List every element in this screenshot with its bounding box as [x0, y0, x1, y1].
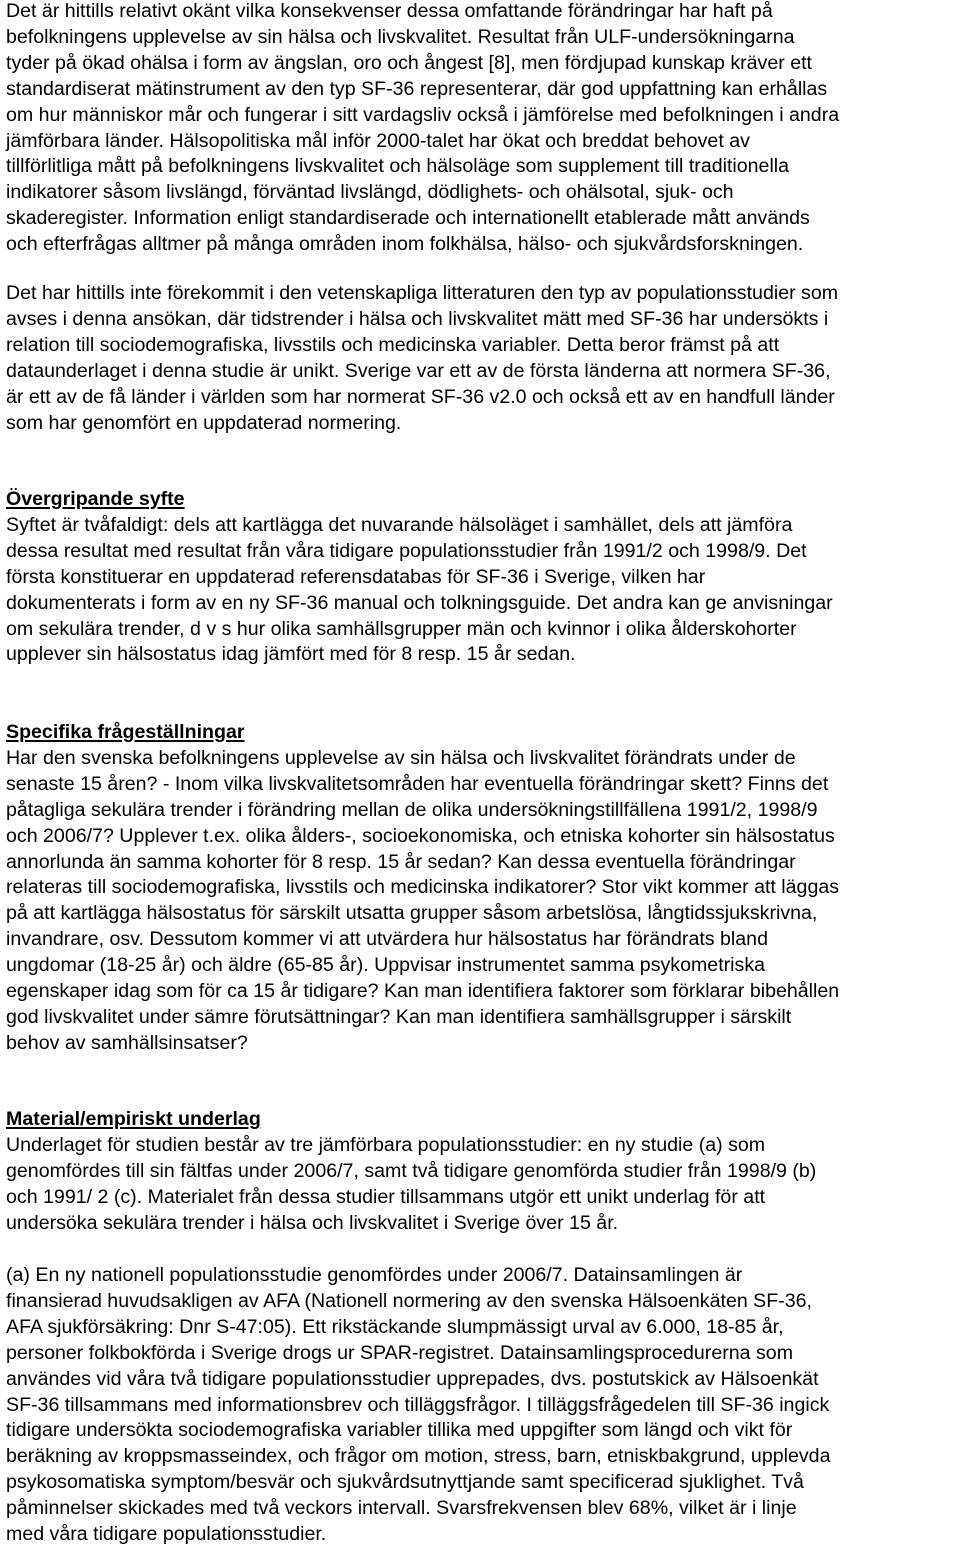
text-line: SF-36 tillsammans med informationsbrev och tilläggsfrågor. I tilläggsfrågedelen till SF-36 ingick: [6, 1393, 830, 1416]
section-body: [6, 1133, 816, 1237]
section-heading: Övergripande syfte: [6, 488, 185, 510]
text-line: annorlunda än samma kohorter för 8 resp. 15 år sedan? Kan dessa eventuella förändringar: [6, 850, 796, 873]
text-line: skaderegister. Information enligt standardiserade och internationellt etablerade mått används: [6, 207, 810, 230]
text-line: är ett av de få länder i världen som har normerat SF-36 v2.0 och också ett av en handfull länder: [6, 385, 835, 408]
text-line: dessa resultat med resultat från våra tidigare populationsstudier från 1991/2 och 1998/9. Det: [6, 539, 807, 562]
text-line: behov av samhällsinsatser?: [6, 1031, 248, 1054]
text-line: genomfördes till sin fältfas under 2006/7, samt två tidigare genomförda studier från 1998/9 (b): [6, 1159, 817, 1182]
text-line: god livskvalitet under sämre förutsättningar? Kan man identifiera samhällsgrupper i särskilt: [6, 1005, 792, 1028]
text-line: finansierad huvudsakligen av AFA (Nationell normering av den svenska Hälsoenkäten SF-36,: [6, 1289, 812, 1312]
section-body: [6, 746, 839, 1057]
text-line: Underlaget för studien består av tre jämförbara populationsstudier: en ny studie (a) som: [6, 1133, 766, 1156]
text-line: jämförbara länder. Hälsopolitiska mål inför 2000-talet har ökat och breddat behovet av: [6, 129, 750, 152]
text-line: relation till sociodemografiska, livsstils och medicinska variabler. Detta beror främst på att: [6, 333, 780, 356]
section-heading: Specifika frågeställningar: [6, 721, 245, 743]
section-body: [6, 513, 833, 668]
text-line: (a) En ny nationell populationsstudie genomfördes under 2006/7. Datainsamlingen är: [6, 1264, 743, 1286]
text-line: egenskaper idag som för ca 15 år tidigare? Kan man identifiera faktorer som förklarar bibehållen: [6, 980, 840, 1003]
text-line: med våra tidigare populationsstudier.: [6, 1523, 327, 1546]
literature-paragraph: [6, 281, 838, 436]
text-line: tidigare undersökta sociodemografiska variabler tillika med uppgifter som längd och vikt för: [6, 1419, 793, 1442]
text-line: Det har hittills inte förekommit i den vetenskapliga litteraturen den typ av populationsstudier som: [6, 282, 839, 304]
text-line: påtagliga sekulära trender i förändring mellan de olika undersökningstillfällena 1991/2, 1998/9: [6, 798, 818, 821]
text-line: dokumenterats i form av en ny SF-36 manual och tolkningsguide. Det andra kan ge anvisningar: [6, 591, 833, 614]
text-line: invandrare, osv. Dessutom kommer vi att utvärdera hur hälsostatus har förändrats bland: [6, 928, 768, 951]
text-line: påminnelser skickades med två veckors intervall. Svarsfrekvensen blev 68%, vilket är i linje: [6, 1497, 797, 1520]
intro-paragraph: [6, 0, 839, 258]
text-line: indikatorer såsom livslängd, förväntad livslängd, dödlighets- och ohälsotal, sjuk- och: [6, 181, 734, 204]
text-line: Har den svenska befolkningens upplevelse av sin hälsa och livskvalitet förändrats under de: [6, 746, 796, 769]
text-line: AFA sjukförsäkring: Dnr S-47:05). Ett rikstäckande slumpmässigt urval av 6.000, 18-85 år,: [6, 1315, 784, 1338]
section-overall-aim: [6, 487, 833, 668]
text-line: tillförlitliga mått på befolkningens livskvalitet och hälsoläge som supplement till traditionella: [6, 155, 790, 178]
text-line: Det är hittills relativt okänt vilka konsekvenser dessa omfattande förändringar har haft på: [6, 0, 773, 22]
text-line: dataunderlaget i denna studie är unikt. Sverige var ett av de första länderna att normera SF-36,: [6, 359, 831, 382]
text-line: Syftet är tvåfaldigt: dels att kartlägga det nuvarande hälsoläget i samhället, dels att jämföra: [6, 513, 793, 536]
text-line: upplever sin hälsostatus idag jämfört med för 8 resp. 15 år sedan.: [6, 643, 576, 666]
text-line: och 2006/7? Upplever t.ex. olika ålders-, socioekonomiska, och etniska kohorter sin hälsostatus: [6, 824, 835, 847]
text-line: senaste 15 åren? - Inom vilka livskvalitetsområden har eventuella förändringar skett? Finns det: [6, 772, 829, 795]
text-line: om hur människor mår och fungerar i sitt vardagsliv också i jämförelse med befolkningen i andra: [6, 103, 840, 126]
text-line: beräkning av kroppsmasseindex, och frågor om motion, stress, barn, etniskbakgrund, upplevda: [6, 1445, 831, 1468]
text-line: ungdomar (18-25 år) och äldre (65-85 år). Uppvisar instrumentet samma psykometriska: [6, 954, 766, 977]
study-a-paragraph: [6, 1263, 830, 1548]
text-line: psykosomatiska symptom/besvär och sjukvårdsutnyttjande samt specificerad sjuklighet. Två: [6, 1471, 804, 1494]
text-line: befolkningens upplevelse av sin hälsa och livskvalitet. Resultat från ULF-undersökningarna: [6, 25, 795, 48]
text-line: som har genomfört en uppdaterad normering.: [6, 411, 402, 434]
text-line: första konstituerar en uppdaterad referensdatabas för SF-36 i Sverige, vilken har: [6, 565, 706, 588]
text-line: personer folkbokförda i Sverige drogs ur SPAR-registret. Datainsamlingsprocedurerna som: [6, 1341, 794, 1364]
text-line: undersöka sekulära trender i hälsa och livskvalitet i Sverige över 15 år.: [6, 1211, 619, 1234]
text-line: standardiserat mätinstrument av den typ SF-36 representerar, där god uppfattning kan erhållas: [6, 77, 828, 100]
section-material: [6, 1107, 816, 1237]
section-heading: Material/empiriskt underlag: [6, 1108, 261, 1130]
text-line: relateras till sociodemografiska, livsstils och medicinska indikatorer? Stor vikt kommer att läggas: [6, 876, 840, 899]
section-specific-questions: [6, 720, 839, 1057]
text-line: användes vid våra två tidigare populationsstudier upprepades, dvs. postutskick av Hälsoenkät: [6, 1367, 819, 1390]
text-line: avses i denna ansökan, där tidstrender i hälsa och livskvalitet mätt med SF-36 har undersökts i: [6, 307, 829, 330]
text-line: och 1991/ 2 (c). Materialet från dessa studier tillsammans utgör ett unikt underlag för att: [6, 1185, 766, 1208]
text-line: tyder på ökad ohälsa i form av ängslan, oro och ångest [8], men fördjupad kunskap kräver ett: [6, 51, 812, 74]
text-line: om sekulära trender, d v s hur olika samhällsgrupper män och kvinnor i olika ålderskohorter: [6, 617, 797, 640]
text-line: och efterfrågas alltmer på många områden inom folkhälsa, hälso- och sjukvårdsforskningen.: [6, 233, 804, 256]
text-line: på att kartlägga hälsostatus för särskilt utsatta grupper såsom arbetslösa, långtidssjukskrivna,: [6, 902, 818, 925]
